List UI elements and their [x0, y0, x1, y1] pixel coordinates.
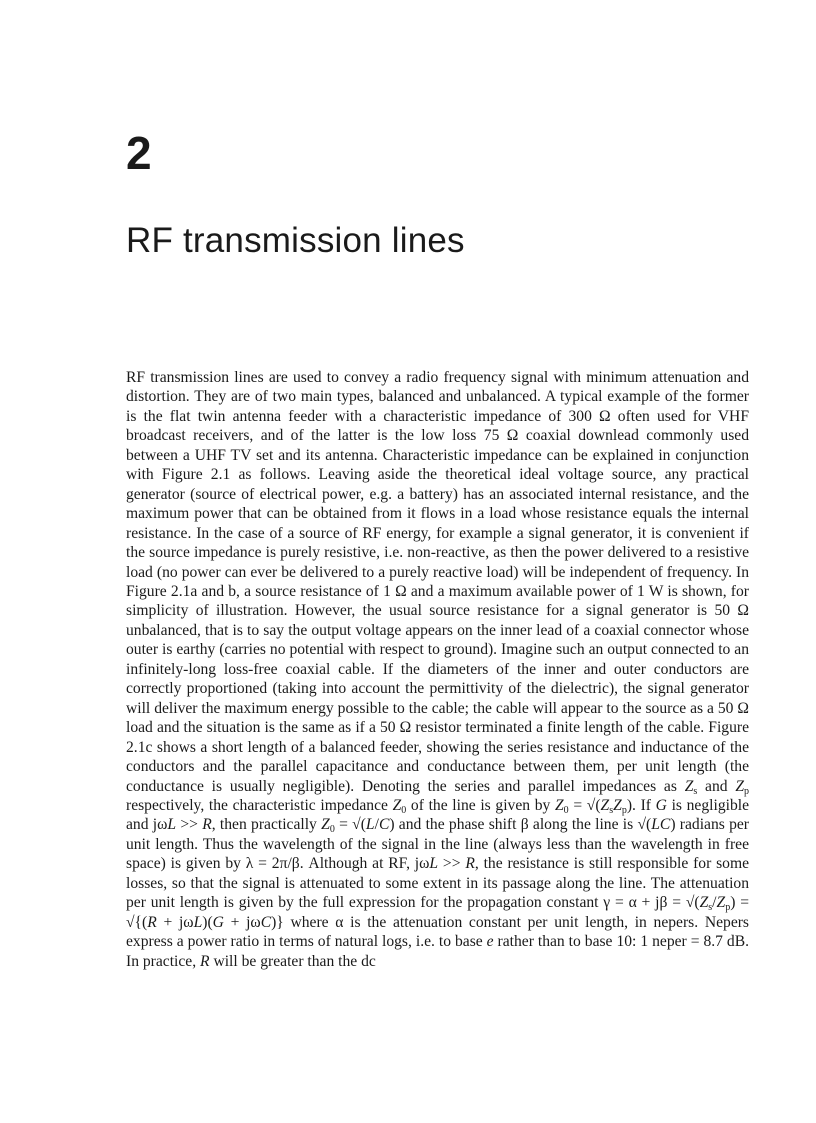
chapter-number: 2: [126, 127, 152, 179]
chapter-title: RF transmission lines: [126, 221, 465, 260]
body-text: [126, 368, 749, 971]
body-paragraph: RF transmission lines are used to convey a radio frequency signal with minimum attenuation and distortion. They are of two main types, balanced and unbalanced. A typical example of the former is the flat twin antenna feeder with a characteristic impedance of 300 Ω often used for VHF broadcast receivers, and of the latter is the low loss 75 Ω coaxial downlead commonly used between a UHF TV set and its antenna. Characteristic impedance can be explained in conjunction with Figure 2.1 as follows. Leaving aside the theoretical ideal voltage source, any practical generator (source of electrical power, e.g. a battery) has an associated internal resistance, and the maximum power that can be obtained from it flows in a load whose resistance equals the internal resistance. In the case of a source of RF energy, for example a signal generator, it is convenient if the source impedance is purely resistive, i.e. non-reactive, as then the power delivered to a resistive load (no power can ever be delivered to a purely reactive load) will be independent of frequency. In Figure 2.1a and b, a source resistance of 1 Ω and a maximum available power of 1 W is shown, for simplicity of illustration. However, the usual source resistance for a signal generator is 50 Ω unbalanced, that is to say the output voltage appears on the inner lead of a coaxial connector whose outer is earthy (carries no potential with respect to ground). Imagine such an output connected to an infinitely-long loss-free coaxial cable. If the diameters of the inner and outer conductors are correctly proportioned (taking into account the permittivity of the dielectric), the signal generator will deliver the maximum energy possible to the cable; the cable will appear to the source as a 50 Ω load and the situation is the same as if a 50 Ω resistor terminated a finite length of the cable. Figure 2.1c shows a short length of a balanced feeder, showing the series resistance and inductance of the conductors and the parallel capacitance and conductance between them, per unit length (the conductance is usually negligible). Denoting the series and parallel impedances as $Z_s$ and $Z_p$ respectively, the characteristic impedance $Z_0$ of the line is given by $Z_0 = √(Z_sZ_p)$. If G is negligible and jωL >> R, then practically $Z_0 = √(L/C)$ and the phase shift β along the line is √(LC) radians per unit length. Thus the wavelength of the signal in the line (always less than the wavelength in free space) is given by λ = 2π/β. Although at RF, jωL >> R, the resistance is still responsible for some losses, so that the signal is attenuated to some extent in its passage along the line. The attenuation per unit length is given by the full expression for the propagation constant $\gamma = \alpha + j\beta = √(Z_s/Z_p) = √\{(R + j\omega L)(G + j\omega C)\}$ where α is the attenuation constant per unit length, in nepers. Nepers express a power ratio in terms of natural logs, i.e. to base e rather than to base 10: 1 neper = 8.7 dB. In practice, R will be greater than the dc: [126, 369, 750, 970]
